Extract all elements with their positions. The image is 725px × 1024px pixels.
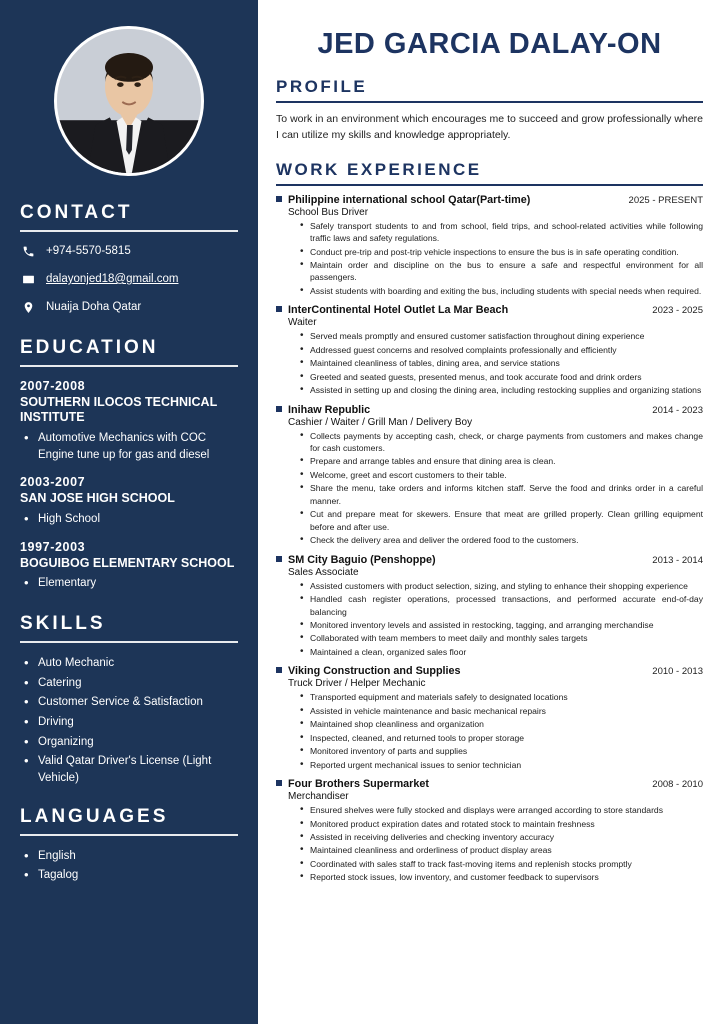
job-role: School Bus Driver bbox=[288, 206, 369, 218]
job-header bbox=[276, 304, 703, 316]
education-detail-list bbox=[24, 575, 238, 592]
email-text[interactable]: dalayonjed18@gmail.com bbox=[46, 272, 179, 285]
list-item: • Safely transport students to and from school, field trips, and school-related activities while following traffic laws and safety regulations. bbox=[300, 220, 703, 245]
education-years: 2007-2008 bbox=[20, 378, 86, 393]
list-item: • Maintained cleanliness of tables, dining area, and service stations bbox=[300, 357, 703, 369]
job-entry bbox=[276, 554, 703, 659]
list-item: • Welcome, greet and escort customers to their table. bbox=[300, 469, 703, 481]
job-entry bbox=[276, 404, 703, 547]
sidebar bbox=[0, 0, 258, 1024]
list-item: • Collaborated with team members to meet daily and monthly sales targets bbox=[300, 632, 703, 644]
profile-text: To work in an environment which encourages me to succeed and grow professionally where I can utilize my skills and knowledge appropriately. bbox=[276, 112, 703, 142]
square-bullet-icon bbox=[276, 306, 282, 312]
square-bullet-icon bbox=[276, 667, 282, 673]
job-role: Merchandiser bbox=[288, 791, 349, 803]
location-pin-icon bbox=[20, 301, 36, 314]
education-entry bbox=[20, 540, 238, 592]
job-date: 2023 - 2025 bbox=[652, 305, 703, 317]
education-school: BOGUIBOG ELEMENTARY SCHOOL bbox=[20, 555, 235, 570]
phone-text: +974-5570-5815 bbox=[46, 245, 131, 257]
square-bullet-icon bbox=[276, 556, 282, 562]
job-title: Four Brothers Supermarket bbox=[288, 778, 429, 791]
profile-photo-wrap bbox=[20, 26, 238, 176]
list-item: • Customer Service & Satisfaction bbox=[24, 694, 238, 711]
list-item: • Organizing bbox=[24, 734, 238, 751]
job-title: SM City Baguio (Penshoppe) bbox=[288, 553, 436, 566]
list-item: • Assisted in vehicle maintenance and basic mechanical repairs bbox=[300, 705, 703, 717]
contact-heading: CONTACT bbox=[20, 202, 133, 223]
avatar bbox=[54, 26, 204, 176]
job-header bbox=[276, 554, 703, 566]
list-item: • Conduct pre-trip and post-trip vehicle inspections to ensure the bus is in safe operating condition. bbox=[300, 246, 703, 258]
list-item: • Valid Qatar Driver's License (Light Vehicle) bbox=[24, 753, 238, 786]
job-title: Inihaw Republic bbox=[288, 403, 371, 416]
job-title: InterContinental Hotel Outlet La Mar Beach bbox=[288, 304, 509, 317]
list-item: • English bbox=[24, 848, 238, 865]
list-item: • Driving bbox=[24, 714, 238, 731]
contact-phone bbox=[20, 244, 238, 259]
list-item: • Automotive Mechanics with COC Engine tune up for gas and diesel bbox=[24, 430, 238, 463]
education-detail-list bbox=[24, 511, 238, 528]
job-title: Philippine international school Qatar(Part-time) bbox=[288, 193, 531, 206]
job-date: 2014 - 2023 bbox=[652, 404, 703, 416]
job-title: Viking Construction and Supplies bbox=[288, 665, 461, 678]
education-entry bbox=[20, 379, 238, 464]
list-item: • Monitored inventory levels and assisted in restocking, tagging, and arranging merchandise bbox=[300, 619, 703, 631]
email-icon bbox=[20, 273, 36, 286]
list-item: • Reported stock issues, low inventory, and customer feedback to supervisors bbox=[300, 871, 703, 883]
job-entry bbox=[276, 665, 703, 771]
skills-list bbox=[24, 655, 238, 787]
list-item: • Greeted and seated guests, presented menus, and took accurate food and drink orders bbox=[300, 371, 703, 383]
job-bullet-list bbox=[300, 580, 703, 659]
square-bullet-icon bbox=[276, 196, 282, 202]
contact-location bbox=[20, 300, 238, 315]
list-item: • Reported urgent mechanical issues to senior technician bbox=[300, 759, 703, 771]
list-item: • Addressed guest concerns and resolved complaints professionally and efficiently bbox=[300, 344, 703, 356]
list-item: • Tagalog bbox=[24, 867, 238, 884]
education-detail-list bbox=[24, 430, 238, 463]
job-header bbox=[276, 778, 703, 790]
job-bullet-list bbox=[300, 804, 703, 884]
job-role: Waiter bbox=[288, 317, 317, 329]
job-bullet-list bbox=[300, 220, 703, 298]
job-role: Truck Driver / Helper Mechanic bbox=[288, 678, 426, 690]
languages-divider bbox=[20, 834, 238, 836]
list-item: • Assisted in receiving deliveries and checking inventory accuracy bbox=[300, 831, 703, 843]
job-header bbox=[276, 404, 703, 416]
work-experience-heading: WORK EXPERIENCE bbox=[276, 160, 482, 180]
education-years: 1997-2003 bbox=[20, 539, 86, 554]
job-entry bbox=[276, 778, 703, 884]
profile-heading: PROFILE bbox=[276, 77, 368, 96]
job-bullet-list bbox=[300, 330, 703, 396]
job-header bbox=[276, 665, 703, 677]
list-item: • Collects payments by accepting cash, check, or charge payments from customers and makes change for cash customers. bbox=[300, 430, 703, 455]
skills-divider bbox=[20, 641, 238, 643]
list-item: • Transported equipment and materials safely to designated locations bbox=[300, 691, 703, 703]
list-item: • Inspected, cleaned, and returned tools to proper storage bbox=[300, 732, 703, 744]
profile-divider bbox=[276, 101, 703, 103]
education-divider bbox=[20, 365, 238, 367]
skills-heading: SKILLS bbox=[20, 613, 106, 634]
job-bullet-list bbox=[300, 691, 703, 771]
phone-icon bbox=[20, 245, 36, 258]
square-bullet-icon bbox=[276, 406, 282, 412]
languages-heading: LANGUAGES bbox=[20, 805, 169, 827]
list-item: • Handled cash register operations, processed transactions, and performed accurate end-of-day balancing bbox=[300, 593, 703, 618]
list-item: • Auto Mechanic bbox=[24, 655, 238, 672]
list-item: • Coordinated with sales staff to track fast-moving items and replenish stocks promptly bbox=[300, 858, 703, 870]
job-date: 2013 - 2014 bbox=[652, 554, 703, 566]
portrait-illustration bbox=[57, 29, 201, 173]
square-bullet-icon bbox=[276, 780, 282, 786]
list-item: • Monitored product expiration dates and rotated stock to maintain freshness bbox=[300, 818, 703, 830]
list-item: • Maintained shop cleanliness and organization bbox=[300, 718, 703, 730]
list-item: • Check the delivery area and deliver the ordered food to the customers. bbox=[300, 534, 703, 546]
list-item: • Maintained a clean, organized sales floor bbox=[300, 646, 703, 658]
list-item: • High School bbox=[24, 511, 238, 528]
job-header bbox=[276, 194, 703, 206]
main-content bbox=[258, 0, 725, 1024]
job-role: Sales Associate bbox=[288, 566, 359, 578]
list-item: • Maintain order and discipline on the bus to ensure a safe and respectful environment for all passengers. bbox=[300, 259, 703, 284]
list-item: • Cut and prepare meat for skewers. Ensure that meat are grilled properly. Clean grilling equipment before and after use. bbox=[300, 508, 703, 533]
job-entry bbox=[276, 304, 703, 396]
contact-divider bbox=[20, 230, 238, 232]
list-item: • Ensured shelves were fully stocked and displays were arranged according to store standards bbox=[300, 804, 703, 816]
list-item: • Share the menu, take orders and informs kitchen staff. Serve the food and drinks order in a careful manner. bbox=[300, 482, 703, 507]
list-item: • Assist students with boarding and exiting the bus, including students with special needs when required. bbox=[300, 285, 703, 297]
list-item: • Monitored inventory of parts and supplies bbox=[300, 745, 703, 757]
list-item: • Assisted customers with product selection, sizing, and styling to enhance their shopping experience bbox=[300, 580, 703, 592]
job-role: Cashier / Waiter / Grill Man / Delivery Boy bbox=[288, 416, 473, 428]
education-years: 2003-2007 bbox=[20, 475, 86, 490]
work-experience-divider bbox=[276, 184, 703, 186]
education-entry bbox=[20, 475, 238, 527]
education-school: SOUTHERN ILOCOS TECHNICAL INSTITUTE bbox=[20, 394, 217, 425]
languages-list bbox=[24, 848, 238, 884]
list-item: • Maintained cleanliness and orderliness of product display areas bbox=[300, 844, 703, 856]
job-date: 2008 - 2010 bbox=[652, 779, 703, 791]
location-text: Nuaija Doha Qatar bbox=[46, 300, 142, 313]
job-bullet-list bbox=[300, 430, 703, 547]
list-item: • Assisted in setting up and closing the dining area, including restocking supplies and organizing stations bbox=[300, 384, 703, 396]
education-school: SAN JOSE HIGH SCHOOL bbox=[20, 491, 175, 506]
list-item: • Prepare and arrange tables and ensure that dining area is clean. bbox=[300, 455, 703, 467]
job-entry bbox=[276, 194, 703, 298]
job-date: 2010 - 2013 bbox=[652, 666, 703, 678]
list-item: • Catering bbox=[24, 675, 238, 692]
job-date: 2025 - PRESENT bbox=[628, 194, 703, 206]
page-title: JED GARCIA DALAY-ON bbox=[317, 28, 662, 60]
list-item: • Served meals promptly and ensured customer satisfaction throughout dining experience bbox=[300, 330, 703, 342]
education-heading: EDUCATION bbox=[20, 336, 159, 358]
contact-email[interactable] bbox=[20, 272, 238, 287]
list-item: • Elementary bbox=[24, 575, 238, 592]
